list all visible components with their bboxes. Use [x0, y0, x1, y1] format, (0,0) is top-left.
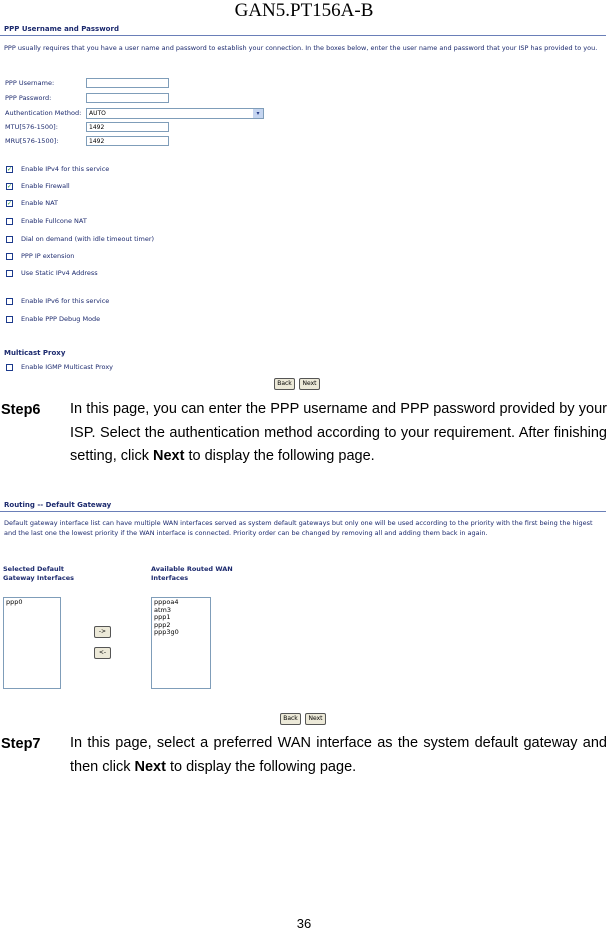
page-number: 36 — [296, 916, 312, 931]
step6-text — [70, 398, 607, 469]
available-interfaces-header-line1: Available Routed WAN — [151, 565, 233, 573]
routing-section-title: Routing -- Default Gateway — [4, 501, 112, 509]
enable-ipv4-label: Enable IPv4 for this service — [21, 165, 110, 173]
ppp-username-input[interactable] — [86, 78, 169, 88]
enable-fullcone-nat-label: Enable Fullcone NAT — [21, 217, 87, 225]
enable-ipv4-checkbox[interactable] — [6, 166, 13, 173]
enable-nat-checkbox[interactable] — [6, 200, 13, 207]
step6-text-before: In this page, you can enter the PPP username and PPP password provided by your ISP. Select the authentication method according to your requirement. After finishing setting, click — [70, 401, 607, 464]
auth-method-label: Authentication Method: — [5, 109, 82, 117]
ppp-ip-extension-checkbox[interactable] — [6, 253, 13, 260]
list-item[interactable]: ppp1 — [154, 613, 171, 621]
static-ipv4-checkbox[interactable] — [6, 270, 13, 277]
step6-next-emphasis: Next — [153, 448, 185, 464]
enable-nat-label: Enable NAT — [21, 199, 58, 207]
available-interfaces-header-line2: Interfaces — [151, 574, 189, 582]
ppp-title-divider — [0, 35, 606, 36]
add-interface-button[interactable]: -> — [94, 626, 111, 638]
step7-text-before: In this page, select a preferred WAN interface as the system default gateway and then click — [70, 735, 607, 775]
igmp-proxy-label: Enable IGMP Multicast Proxy — [21, 363, 114, 371]
back-button[interactable]: Back — [274, 378, 295, 390]
step7-text-after: to display the following page. — [165, 758, 357, 775]
ppp-ip-extension-label: PPP IP extension — [21, 252, 75, 260]
step6-label: Step6 — [1, 402, 41, 418]
available-interfaces-header — [151, 565, 233, 583]
checkmark-icon: ✓ — [7, 200, 13, 207]
enable-ipv6-checkbox[interactable] — [6, 298, 13, 305]
mru-input[interactable]: 1492 — [86, 136, 169, 146]
ppp-section-title: PPP Username and Password — [4, 25, 119, 33]
ppp-username-label: PPP Username: — [5, 79, 55, 87]
back-button[interactable]: Back — [280, 713, 301, 725]
remove-interface-button[interactable]: <- — [94, 647, 111, 659]
step6-text-after: to display the following page. — [184, 448, 375, 464]
next-button[interactable]: Next — [305, 713, 326, 725]
selected-gateway-header-line2: Gateway Interfaces — [3, 574, 75, 582]
step7-next-emphasis: Next — [134, 758, 166, 775]
chevron-down-icon[interactable]: ▾ — [253, 109, 263, 118]
selected-gateway-header — [3, 565, 74, 583]
ppp-description: PPP usually requires that you have a user name and password to establish your connection. In the boxes below, enter the user name and password that your ISP has provided to you. — [4, 44, 598, 52]
routing-title-divider — [0, 511, 606, 512]
list-item[interactable]: pppoa4 — [154, 598, 179, 606]
dial-on-demand-checkbox[interactable] — [6, 236, 13, 243]
mru-label: MRU[576-1500]: — [5, 137, 59, 145]
enable-fullcone-nat-checkbox[interactable] — [6, 218, 13, 225]
ppp-password-input[interactable] — [86, 93, 169, 103]
list-item[interactable]: atm3 — [154, 605, 171, 614]
checkmark-icon: ✓ — [7, 183, 13, 190]
mtu-input[interactable]: 1492 — [86, 122, 169, 132]
static-ipv4-label: Use Static IPv4 Address — [21, 269, 98, 277]
ppp-debug-label: Enable PPP Debug Mode — [21, 315, 101, 323]
dial-on-demand-label: Dial on demand (with idle timeout timer) — [21, 235, 155, 243]
enable-ipv6-label: Enable IPv6 for this service — [21, 297, 110, 305]
step7-text — [70, 732, 607, 779]
list-item[interactable]: ppp0 — [6, 598, 23, 606]
igmp-proxy-checkbox[interactable] — [6, 364, 13, 371]
auth-method-select[interactable] — [86, 108, 264, 119]
enable-firewall-label: Enable Firewall — [21, 182, 70, 190]
next-button[interactable]: Next — [299, 378, 320, 390]
selected-gateway-header-line1: Selected Default — [3, 565, 64, 573]
list-item[interactable]: ppp2 — [154, 620, 171, 629]
available-interfaces-listbox[interactable] — [151, 597, 211, 689]
ppp-debug-checkbox[interactable] — [6, 316, 13, 323]
routing-description: Default gateway interface list can have multiple WAN interfaces served as system default gateways but only one will be used according to the priority with the first being the higest and the last one the lowest priority if the WAN interface is connected. Priority order can be changed by removing all and adding them back in again. — [4, 519, 593, 537]
document-header: GAN5.PT156A-B — [234, 0, 374, 21]
mtu-label: MTU[576-1500]: — [5, 123, 58, 131]
selected-gateway-listbox[interactable] — [3, 597, 61, 689]
multicast-proxy-title: Multicast Proxy — [4, 349, 66, 357]
step7-label: Step7 — [1, 736, 41, 752]
list-item[interactable]: ppp3g0 — [154, 628, 179, 636]
auth-method-value: AUTO — [89, 110, 106, 117]
ppp-password-label: PPP Password: — [5, 94, 52, 102]
checkmark-icon: ✓ — [7, 166, 13, 173]
enable-firewall-checkbox[interactable] — [6, 183, 13, 190]
